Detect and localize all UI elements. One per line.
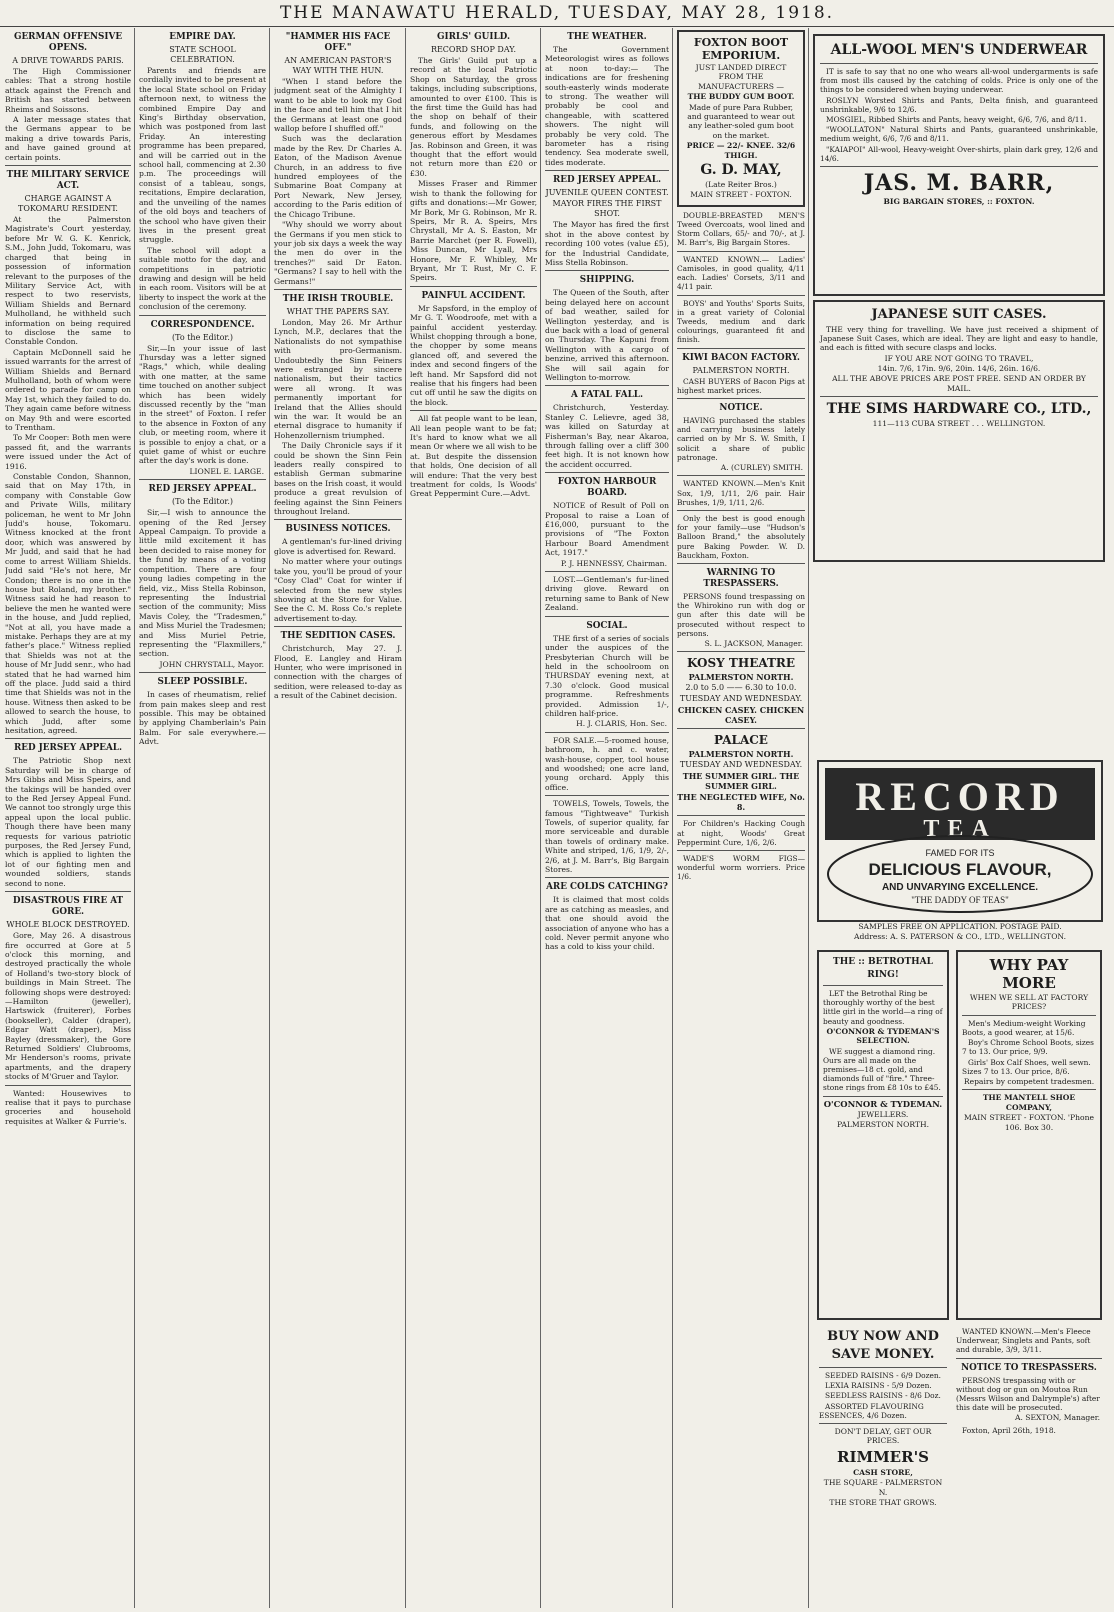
paragraph: Sir,—In your issue of last Thursday was a letter signed "Rags," which, while dealing with one matter, at the same time touched on another subject which has been widely discussed recently by the "man in the street" of Foxton. I refer to the absence in Foxton of any club, or meeting room, where it is possible to enjoy a chat, or a quiet game of whist or euchre after the day's work is done.	[139, 343, 266, 466]
ad-line: JUST LANDED DIRECT FROM THE MANUFACTURERS —	[695, 63, 787, 91]
column-rule	[269, 28, 270, 1608]
ad-title: THE :: BETROTHAL RING!	[833, 957, 933, 980]
paragraph: Gore, May 26. A disastrous fire occurred at Gore at 5 o'clock this morning, and destroyed practically the whole of Holland's two-story block of buildings in Main Street. The following shops were destroyed:—Hamilton (jeweller), Hartswick (fruiterer), Forbes (bookseller), Calder (draper), Edgar Watt (draper), Miss Bayley (dressmaker), the Gore Returned Soldiers' Clubrooms, Mr Henderson's rooms, private apartments, and the drapery stocks of M'Gruer and Taylor.	[5, 931, 131, 1082]
tea-line: DELICIOUS FLAVOUR,	[868, 860, 1052, 879]
foxton-boot-ad	[677, 30, 805, 207]
paragraph: It is claimed that most colds are as catching as measles, and that one should avoid the association of anyone who has a cold. Never permit anyone who has a cold to kiss your child.	[545, 895, 669, 952]
ad-small: WANTED KNOWN.—Men's Fleece Underwear, Singlets and Pants, soft and durable, 3/9, 3/11.	[956, 1327, 1091, 1355]
headline: "HAMMER HIS FACE OFF."	[285, 32, 391, 53]
ad-line: MAIN STREET - FOXTON.	[690, 190, 792, 200]
ad-line: DON'T DELAY, GET OUR PRICES.	[834, 1427, 932, 1446]
ad-small: DOUBLE-BREASTED MEN'S Tweed Overcoats, wool lined and Storm Collars, 65/- and 70/-, at J. M. Barr's, Big Bargain Stores.	[677, 210, 805, 248]
headline: FOXTON HARBOUR BOARD.	[557, 477, 657, 499]
paragraph: The Girls' Guild put up a record at the local Patriotic Shop on Saturday, the gross takings, including subscriptions, amounted to over £100. This is the first time the Guild has had the shop on behalf of their funds, and following on the generous effort by Mesdames Jas. Robinson and Green, it was thought that the effort would not return more than £20 or £30.	[410, 56, 537, 178]
tea-word-1: RECORD	[855, 774, 1065, 819]
headline: RED JERSEY APPEAL.	[148, 484, 257, 495]
subheading: JUVENILE QUEEN CONTEST.	[545, 188, 669, 198]
ad-small: LET the Betrothal Ring be thoroughly worthy of the best little girl in the world—a ring of beauty and goodness.	[823, 989, 943, 1026]
ad-line: MAIN STREET - FOXTON. 'Phone 106. Box 30.	[964, 1113, 1094, 1132]
ad-small: Girls' Box Calf Shoes, well sewn. Sizes 7 to 13. Our price, 8/6.	[962, 1057, 1091, 1076]
paragraph: The Government Meteorologist wires as follows at noon to-day:— The indications are for freshening south-easterly winds moderate to strong. The weather will probably be cool and changeable, with scattered showers. The night will probably be very cold. The barometer has a rising tendency. Sea moderate swell, tides moderate.	[545, 45, 669, 167]
signature: LIONEL E. LARGE.	[189, 466, 264, 476]
subheading: (To the Editor.)	[172, 332, 233, 342]
ad-small: Boy's Chrome School Boots, sizes 7 to 13. Our price, 9/9.	[962, 1038, 1094, 1057]
paragraph: The Mayor has fired the first shot in the above contest by recording 100 votes (value £5), for the Industrial Candidate, Miss Stella Robinson.	[545, 220, 669, 267]
ad-line: PALMERSTON NORTH.	[688, 749, 794, 760]
subheading: AN AMERICAN PASTOR'S WAY WITH THE HUN.	[284, 56, 392, 75]
paragraph: Mr Sapsford, in the employ of Mr G. T. Woodroofe, met with a painful accident yesterday. Whilst chopping through a bone, the chopper by some means glanced off, and severed the index and second fingers of the left hand. Mr Sapsford did not realise that his fingers had been cut off until he saw the digits on the block.	[410, 303, 537, 407]
column-4	[410, 28, 537, 1608]
paragraph: In cases of rheumatism, relief from pain makes sleep and rest possible. This may be obtained by applying Chamberlain's Pain Balm. For sale everywhere.—Advt.	[139, 690, 266, 747]
ad-small: MOSGIEL, Ribbed Shirts and Pants, heavy weight, 6/6, 7/6, and 8/11.	[826, 115, 1087, 125]
ad-title: PALACE	[714, 733, 768, 748]
headline: PAINFUL ACCIDENT.	[421, 290, 526, 301]
ad-line: IF YOU ARE NOT GOING TO TRAVEL,	[884, 353, 1034, 363]
column-rule	[672, 28, 673, 1608]
ad-line: TUESDAY AND WEDNESDAY.	[679, 760, 803, 770]
ad-title: BUY NOW AND SAVE MONEY.	[827, 1329, 939, 1362]
column-3	[274, 28, 402, 1608]
ad-small: WANTED KNOWN.— Ladies' Camisoles, in good quality, 4/11 each. Ladies' Corsets, 3/11 and 4/11 pair.	[677, 254, 805, 292]
paragraph: A gentleman's fur-lined driving glove is advertised for. Reward.	[274, 537, 402, 556]
ad-small: "KAIAPOI" All-wool, Heavy-weight Over-shirts, plain dark grey, 12/6 and 14/6.	[820, 144, 1098, 163]
paragraph: TOWELS, Towels, Towels, the famous "Tightweave" Turkish Towels, of superior quality, far more serviceable and durable than towels of ordinary make. White and striped, 1/6, 1/9, 2/-, 2/6, at J. M. Barr's, Big Bargain Stores.	[545, 799, 669, 875]
paragraph: The Queen of the South, after being delayed here on account of bad weather, sailed for Wellington yesterday, and is due back with a load of general on Thursday. The Kapuni from Wellington with a cargo of benzine, arrived this afternoon. She will sail again for Wellington to-morrow.	[545, 288, 669, 382]
paragraph: FOR SALE.—5-roomed house, bathroom, h. and c. water, wash-house, copper, tool house and woodshed; one acre land, young orchard. Apply this office.	[545, 735, 669, 792]
ad-line: CHICKEN CASEY. CHICKEN CASEY.	[677, 705, 805, 726]
subheading: A DRIVE TOWARDS PARIS.	[12, 56, 124, 65]
headline: THE IRISH TROUBLE.	[282, 293, 394, 304]
subheading: CHARGE AGAINST A TOKOMARU RESIDENT.	[18, 194, 118, 214]
headline: SLEEP POSSIBLE.	[157, 677, 248, 688]
signature: S. L. JACKSON, Manager.	[704, 638, 803, 648]
suitcase-ad	[813, 300, 1105, 562]
ad-line: CASH STORE,	[853, 1467, 913, 1477]
subheading: MAYOR FIRES THE FIRST SHOT.	[552, 199, 662, 219]
column-1	[5, 28, 131, 1608]
betrothal-ring-ad	[817, 950, 949, 1320]
ad-small: Men's Medium-weight Working Boots, a good wearer, at 15/6.	[962, 1018, 1086, 1038]
column-5	[545, 28, 669, 1608]
ad-title: G. D. MAY,	[700, 162, 782, 179]
paragraph: Constable Condon, Shannon, said that on May 17th, in company with Constable Gow and Private Wills, military policeman, he went to Mr John Judd's house, Tokomaru. Witness knocked at the front door, which was answered by Mr Judd, and said that he had come to arrest William Shields. Judd said "He's not here, Mr Condon; there is no one in the house but Roland, my brother." Witness said he had reason to believe the men he wanted were in the house, and Judd replied, "Not at all, you have made a mistake. Perhaps they are at my father's place." Witness replied that Shields was not at the house of Mr Judd senr., who had stated that he had warned him off the place. Judd said a third time that Shields was not in the house. Witness then asked to be allowed to search the house, to which Judd, after some hesitation, agreed.	[5, 472, 131, 735]
ad-line: THE SQUARE - PALMERSTON N.	[823, 1478, 943, 1497]
headline: GIRLS' GUILD.	[436, 32, 511, 42]
ad-title: ALL-WOOL MEN'S UNDERWEAR	[830, 42, 1088, 58]
ad-line: JEWELLERS.	[857, 1110, 909, 1120]
ad-line: THE NEGLECTED WIFE, No. 8.	[677, 792, 805, 813]
paragraph: THE first of a series of socials under the auspices of the Presbyterian Church will be held in the schoolroom on THURSDAY evening next, at 7.30 o'clock. Good musical programme. Refreshments provided. Admission 1/-, children half-price.	[545, 633, 669, 718]
ad-small: SEEDLESS RAISINS - 8/6 Doz.	[825, 1391, 941, 1401]
ad-small: IT is safe to say that no one who wears all-wool undergarments is safe from most ills caused by the catching of colds. Price is only one of the things to be considered when buying underwear.	[820, 67, 1098, 95]
paragraph: London, May 26. Mr Arthur Lynch, M.P., declares that the Nationalists do not sympathise with pro-Germanism. Undoubtedly the Sinn Feiners were estranged by sincere nationalism, but their tactics were all wrong. It was permanently important for Ireland that the Allies should win the war. It would be an eternal disgrace to humanity if Hohenzollernism triumphed.	[274, 317, 402, 440]
tea-line: "THE DADDY OF TEAS"	[911, 895, 1009, 905]
headline: SOCIAL.	[586, 620, 628, 631]
paragraph: To Mr Cooper: Both men were passed fit, and the warrants were issued under the Act of 1916.	[5, 433, 131, 471]
underwear-ad	[813, 34, 1105, 296]
ad-small: WE suggest a diamond ring. Ours are all made on the premises—18 ct. gold, and diamonds full of "fire." Three-stone rings from £8 10s to £45.	[823, 1046, 941, 1093]
ad-line: ALL THE ABOVE PRICES ARE POST FREE. SEND AN ORDER BY MAIL.	[832, 374, 1086, 393]
ad-line: TUESDAY AND WEDNESDAY.	[679, 694, 803, 704]
barr-title: JAS. M. BARR,	[863, 170, 1055, 197]
paragraph: The High Commissioner cables: That a strong hostile attack against the French and British has started between Rheims and Soissons.	[5, 67, 131, 114]
ad-line: O'CONNOR & TYDEMAN.	[823, 1098, 943, 1109]
ad-small: PERSONS found trespassing on the Whirokino run with dog or gun after this date will be prosecuted without respect to persons.	[677, 591, 805, 638]
ad-line: BIG BARGAIN STORES, :: FOXTON.	[883, 197, 1035, 207]
record-tea-address	[817, 922, 1103, 942]
signature: H. J. CLARIS, Hon. Sec.	[576, 719, 667, 729]
ad-line: (Late Reiter Bros.)	[705, 180, 777, 190]
paragraph: "Why should we worry about the Germans if you men stick to your job six days a week the way the men do over in the trenches?" said Dr Eaton. "Germans? I say to hell with the Germans!"	[274, 220, 402, 286]
tea-line: FAMED FOR ITS	[925, 848, 995, 858]
ad-line: 111—113 CUBA STREET . . . WELLINGTON.	[872, 419, 1046, 429]
headline: THE MILITARY SERVICE ACT.	[6, 170, 130, 192]
ad-small: LEXIA RAISINS - 5/9 Dozen.	[825, 1381, 932, 1391]
headline: A FATAL FALL.	[570, 390, 644, 401]
paragraph: A later message states that the Germans appear to be making a drive towards Paris, and have gained ground at certain points.	[5, 115, 131, 162]
headline: THE SEDITION CASES.	[280, 631, 396, 642]
ad-line: 14in. 7/6, 17in. 9/6, 20in. 14/6, 26in. 16/6.	[877, 364, 1041, 374]
headline: RED JERSEY APPEAL.	[552, 175, 662, 186]
paragraph: Misses Fraser and Rimmer wish to thank the following for gifts and donations:—Mr Gower, Mr Bork, Mr G. Robinson, Mr R. Speirs, Mr R. A. Speirs, Mrs Chrystall, Mr A. S. Easton, Mr Barrie Marchet (per R. Fowell), Miss Duncan, Mr Lyall, Mrs Honore, Mr F. Whibley, Mr Bryant, Mr T. Rust, Mr C. F. Speirs.	[410, 179, 537, 283]
paragraph: Christchurch, May 27. J. Flood, E. Langley and Hiram Hunter, who were imprisoned in connection with the charges of sedition, were released to-day as a result of the Cabinet decision.	[274, 644, 402, 701]
ad-small: CASH BUYERS of Bacon Pigs at highest market prices.	[677, 376, 805, 395]
ad-line: SAMPLES FREE ON APPLICATION. POSTAGE PAID.	[858, 922, 1062, 931]
headline: GERMAN OFFENSIVE OPENS.	[13, 32, 123, 53]
ad-line: 2.0 to 5.0 —— 6.30 to 10.0.	[685, 683, 797, 693]
subheading: RECORD SHOP DAY.	[430, 45, 517, 54]
headline: EMPIRE DAY.	[169, 32, 236, 42]
paragraph: Such was the declaration made by the Rev. Dr Charles A. Eaton, of the Madison Avenue Church, in an address to five hundred employees of the Submarine Boat Company at Port Newark, New Jersey, according to the Paris edition of the Chicago Tribune.	[274, 134, 402, 219]
paragraph: All fat people want to be lean, All lean people want to be fat; It's hard to know what we all mean Or where we all wish to be at. But despite the dissension that holds, One decision of all will endure: That the very best treatment for colds, Is Woods' Great Peppermint Cure.—Advt.	[410, 414, 537, 499]
ad-small: THE very thing for travelling. We have just received a shipment of Japanese Suit Cases, which are ideal. They are light and easy to handle, and each is fitted with secure clasps and locks.	[820, 325, 1098, 353]
signature: JOHN CHRYSTALL, Mayor.	[159, 659, 264, 669]
paragraph: Christchurch, Yesterday. Stanley C. Lelievre, aged 38, was killed on Saturday at Fisherman's Bay, near Akaroa, through falling over a cliff 300 feet high. It is not known how the accident occurred.	[545, 403, 669, 469]
ad-title: JAPANESE SUIT CASES.	[871, 307, 1047, 322]
subheading: STATE SCHOOL CELEBRATION.	[169, 45, 236, 64]
ad-line: Address: A. S. PATERSON & CO., LTD., WELLINGTON.	[853, 932, 1067, 941]
ad-small: WANTED KNOWN.—Men's Knit Sox, 1/9, 1/11, 2/6 pair. Hair Brushes, 1/9, 1/11, 2/6.	[677, 479, 805, 507]
ad-small: WADE'S WORM FIGS—wonderful worm worriers. Price 1/6.	[677, 854, 805, 882]
ad-small: Only the best is good enough for your family—use "Hudson's Balloon Brand," the absolutely pure Baking Powder. W. D. Bauckham, Foxton.	[677, 513, 805, 560]
paragraph: Wanted: Housewives to realise that it pays to purchase groceries and household requisites at Walker & Furrie's.	[5, 1088, 131, 1126]
subheading: WHAT THE PAPERS SAY.	[286, 306, 390, 316]
ad-small: For Children's Hacking Cough at night, Woods' Great Peppermint Cure, 1/6, 2/6.	[677, 819, 805, 847]
ad-line: PALMERSTON NORTH.	[688, 672, 794, 683]
ad-line: O'CONNOR & TYDEMAN'S SELECTION.	[826, 1026, 940, 1046]
ad-small: "WOOLLATON" Natural Shirts and Pants, guaranteed unshrinkable, medium weight, 6/6, 7/6 and 8/11.	[820, 125, 1098, 144]
mantell-shoe-ad	[956, 950, 1102, 1320]
headline: ARE COLDS CATCHING?	[546, 882, 668, 893]
column-rule	[808, 28, 809, 1608]
column-rule	[540, 28, 541, 1608]
record-tea-logo	[819, 762, 1101, 920]
paragraph: "When I stand before the judgment seat of the Almighty I want to be able to look my God in the face and tell him that I hit the Germans at least one good wallop before I shuffled off."	[274, 77, 402, 134]
ad-title: EMPORIUM.	[701, 49, 781, 62]
signature: A. (CURLEY) SMITH.	[720, 462, 803, 472]
paragraph: The Patriotic Shop next Saturday will be in charge of Mrs Gibbs and Miss Speirs, and the takings will be handed over to the Red Jersey Appeal Fund. We cannot too strongly urge this appeal upon the local public. Though there have been many requests for various patriotic purposes, the Red Jersey Fund, which is applied to lighten the lot of our fighting men and wounded soldiers, stands second to none.	[5, 756, 131, 888]
paragraph: The school will adopt a suitable motto for the day, and competitions in patriotic drawing and design will be held in each room. Visitors will be at liberty to inspect the work at the conclusion of the ceremony.	[139, 245, 266, 312]
paragraph: Parents and friends are cordially invited to be present at the local State school on Friday afternoon next, to witness the combined Empire Day and King's Birthday observation, which was postponed from last Friday. An interesting programme has been prepared, and will be carried out in the school hall, commencing at 2.30 p.m. The proceedings will consist of a tableau, songs, recitations, Empire declaration, and the unveiling of the names of the old boys and teachers of the school who have given their lives in the present great struggle.	[139, 66, 266, 245]
headline: RED JERSEY APPEAL.	[13, 743, 123, 754]
tea-line: AND UNVARYING EXCELLENCE.	[881, 882, 1039, 893]
ad-line: WHEN WE SELL AT FACTORY PRICES?	[969, 993, 1089, 1012]
ad-line: THE STORE THAT GROWS.	[829, 1498, 937, 1508]
ad-line: PALMERSTON NORTH.	[692, 365, 790, 375]
ad-title: RIMMER'S	[836, 1447, 929, 1466]
ad-small: BOYS' and Youths' Sports Suits, in a great variety of Colonial Tweeds, medium and dark colourings, guaranteed fit and finish.	[677, 298, 805, 345]
ad-line: THE SUMMER GIRL. THE SUMMER GIRL.	[682, 771, 800, 792]
rimmers-ad	[817, 1326, 949, 1604]
column-rule	[405, 28, 406, 1608]
ad-line: Repairs by competent tradesmen.	[963, 1077, 1095, 1087]
paragraph: Captain McDonnell said he issued warrants for the arrest of William Shields and Bernard Mulholland, both of whom were ordered to parade for camp on May 1st, which they failed to do. They again came before witness on May 9th and were escorted to Trentham.	[5, 347, 131, 432]
subheading: (To the Editor.)	[172, 497, 233, 507]
paragraph: The Daily Chronicle says if it could be shown the Sinn Fein leaders really conspired to establish German submarine bases on the Irish coast, it would produce a great revulsion of feeling against the Sinn Feiners throughout Ireland.	[274, 441, 402, 517]
ad-title: WARNING TO TRESPASSERS.	[703, 567, 779, 589]
ad-title: KOSY THEATRE	[686, 656, 796, 671]
ad-line: THE MANTELL SHOE COMPANY,	[982, 1093, 1076, 1112]
headline: SHIPPING.	[579, 275, 635, 286]
column-6-ads	[677, 28, 805, 1608]
column-2	[139, 28, 266, 1608]
ad-title: NOTICE TO TRESPASSERS.	[961, 1362, 1097, 1373]
headline: DISASTROUS FIRE AT GORE.	[12, 896, 124, 918]
ad-line: PRICE — 22/- KNEE. 32/6 THIGH.	[686, 141, 796, 160]
headline: CORRESPONDENCE.	[150, 319, 255, 330]
ad-small: PERSONS trespassing with or without dog or gun on Moutoa Run (Messrs Wilson and Dalrymple's) after this date will be prosecuted.	[956, 1375, 1100, 1413]
paragraph: Sir,—I wish to announce the opening of the Red Jersey Appeal Campaign. To provide a little mild excitement it has been decided to raise money for the fund by means of a voting competition. There are four young ladies competing in the field, viz., Miss Stella Robinson, representing the Industrial section of the community; Miss Mavis Coley, the "Tradesmen," and Miss Muriel the Tradesmen; and Miss Muriel Petrie, representing the "Flaxmillers," section.	[139, 508, 266, 659]
signature: A. SEXTON, Manager.	[1014, 1413, 1100, 1423]
ad-small: HAVING purchased the stables and carrying business lately carried on by Mr S. W. Smith, I solicit a share of public patronage.	[677, 415, 805, 462]
ad-title: KIWI BACON FACTORY.	[682, 352, 800, 363]
headline: THE WEATHER.	[567, 32, 647, 42]
tea-word-2: TEA	[923, 816, 997, 842]
ad-title: FOXTON BOOT	[693, 36, 789, 49]
paragraph: At the Palmerston Magistrate's Court yesterday, before Mr W. G. K. Kenrick, S.M., John Judd, Tokomaru, was charged that being in possession of information relevant to the purposes of the Military Service Act, with respect to two reservists, William Shields and Bernard Mulholland, he withheld such information on being required to disclose the same to Constable Condon.	[5, 215, 131, 347]
ad-small: Foxton, April 26th, 1918.	[962, 1425, 1056, 1435]
sims-title: THE SIMS HARDWARE CO., LTD.,	[826, 401, 1092, 418]
ad-title: WHY PAY MORE	[989, 956, 1069, 992]
record-tea-ad	[817, 760, 1103, 922]
subheading: WHOLE BLOCK DESTROYED.	[6, 920, 130, 930]
masthead: THE MANAWATU HERALD, TUESDAY, MAY 28, 1918.	[0, 0, 1114, 27]
ad-line: THE BUDDY GUM BOOT.	[687, 92, 795, 102]
ad-title: NOTICE.	[719, 402, 763, 413]
paragraph: No matter where your outings take you, you'll be proud of your "Cosy Clad" Coat for winter if selected from the new styles showing at the Store for Value. See the C. M. Ross Co.'s replete advertisement to-day.	[274, 557, 402, 623]
ad-line: PALMERSTON NORTH.	[836, 1120, 930, 1130]
ad-line: Made of pure Para Rubber, and guaranteed to wear out any leather-soled gum boot on the market.	[687, 102, 795, 140]
column-rule	[134, 28, 135, 1608]
ad-small: SEEDED RAISINS - 6/9 Dozen.	[825, 1371, 941, 1380]
signature: P. J. HENNESSY, Chairman.	[560, 558, 667, 568]
ad-small: ASSORTED FLAVOURING ESSENCES, 4/6 Dozen.	[819, 1401, 924, 1420]
headline: BUSINESS NOTICES.	[285, 524, 391, 535]
ad-small: ROSLYN Worsted Shirts and Pants, Delta finish, and guaranteed unshrinkable, 9/6 to 12/6.	[820, 95, 1098, 114]
paragraph: LOST.—Gentleman's fur-lined driving glove. Reward on returning same to Bank of New Zealand.	[545, 575, 669, 613]
bottom-notices	[956, 1326, 1102, 1604]
paragraph: NOTICE of Result of Poll on Proposal to raise a Loan of £16,000, pursuant to the provisions of "The Foxton Harbour Board Amendment Act, 1917."	[545, 501, 669, 558]
